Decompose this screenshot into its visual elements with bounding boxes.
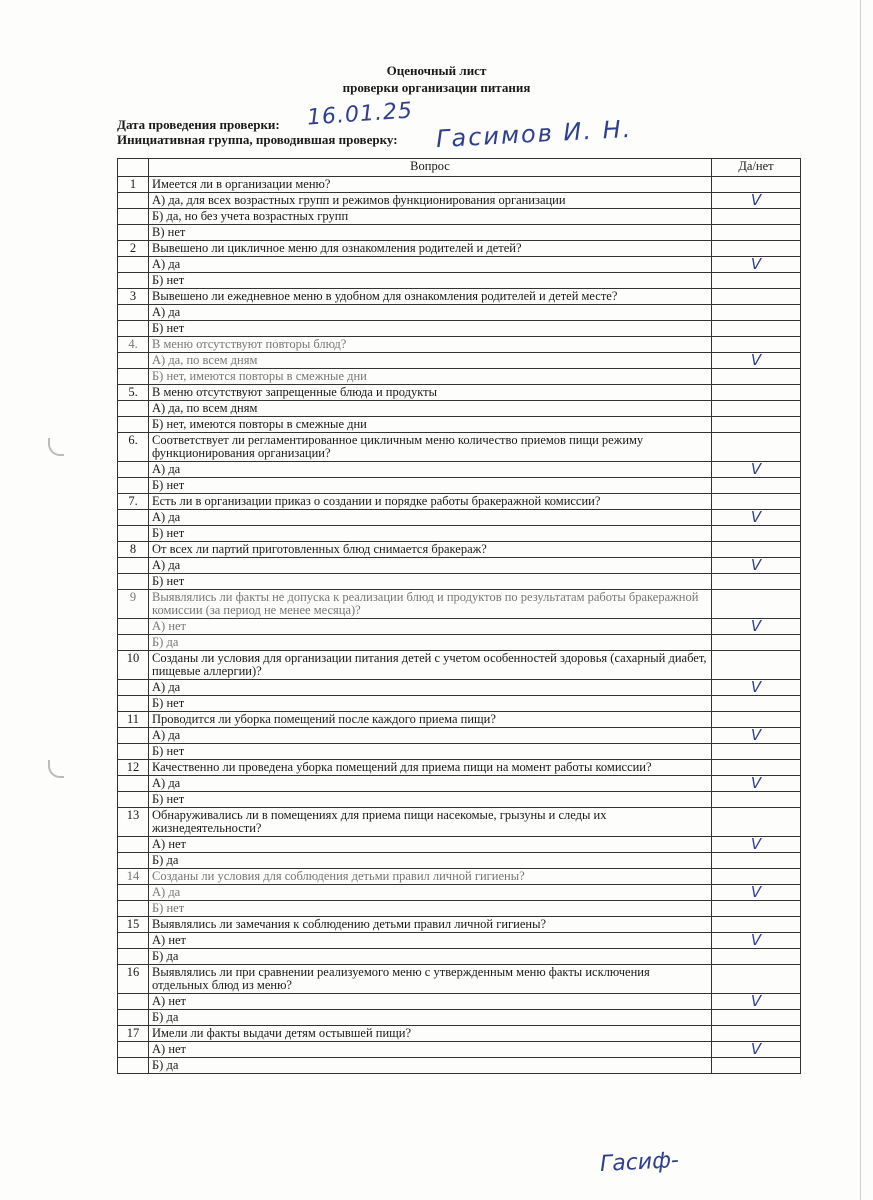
answer-cell — [712, 510, 801, 526]
option-row — [118, 353, 801, 369]
question-answer-cell — [712, 433, 801, 462]
option-number-cell — [118, 257, 149, 273]
option-text: Б) нет, имеются повторы в смежные дни — [149, 369, 712, 385]
question-row — [118, 542, 801, 558]
option-row — [118, 901, 801, 917]
option-text: Б) нет — [149, 696, 712, 712]
answer-cell — [712, 744, 801, 760]
option-row — [118, 417, 801, 433]
option-number-cell — [118, 933, 149, 949]
signature: Гасиф- — [599, 1147, 680, 1178]
question-number: 15 — [118, 917, 149, 933]
question-number: 8 — [118, 542, 149, 558]
check-mark-icon: V — [750, 617, 762, 635]
question-row — [118, 651, 801, 680]
option-row — [118, 949, 801, 965]
option-row — [118, 1042, 801, 1058]
question-row — [118, 433, 801, 462]
option-text: Б) да — [149, 1058, 712, 1074]
question-text: Обнаруживались ли в помещениях для приема пищи насекомые, грызуны и следы их жизнедеятельности? — [149, 808, 712, 837]
check-mark-icon: V — [750, 678, 762, 696]
option-row — [118, 273, 801, 289]
check-mark-icon: V — [750, 931, 762, 949]
question-text: Качественно ли проведена уборка помещений для приема пищи на момент работы комиссии? — [149, 760, 712, 776]
answer-cell — [712, 558, 801, 574]
question-text: В меню отсутствуют повторы блюд? — [149, 337, 712, 353]
option-text: Б) нет — [149, 321, 712, 337]
answer-cell — [712, 837, 801, 853]
check-mark-icon: V — [750, 774, 762, 792]
option-row — [118, 776, 801, 792]
question-answer-cell — [712, 590, 801, 619]
check-mark-icon: V — [750, 883, 762, 901]
question-row — [118, 289, 801, 305]
option-text: Б) нет — [149, 273, 712, 289]
option-number-cell — [118, 1010, 149, 1026]
option-number-cell — [118, 321, 149, 337]
answer-cell — [712, 574, 801, 590]
answer-cell — [712, 478, 801, 494]
title-line-2: проверки организации питания — [342, 80, 531, 95]
option-text: А) да, по всем дням — [149, 353, 712, 369]
answer-cell — [712, 369, 801, 385]
question-row — [118, 494, 801, 510]
option-number-cell — [118, 526, 149, 542]
question-text: От всех ли партий приготовленных блюд снимается бракераж? — [149, 542, 712, 558]
option-row — [118, 558, 801, 574]
answer-cell — [712, 193, 801, 209]
check-mark-icon: V — [750, 726, 762, 744]
answer-cell — [712, 353, 801, 369]
answer-cell — [712, 933, 801, 949]
option-number-cell — [118, 885, 149, 901]
answer-cell — [712, 305, 801, 321]
option-number-cell — [118, 510, 149, 526]
evaluation-table — [117, 158, 801, 1074]
check-mark-icon: V — [750, 508, 762, 526]
punch-hole-mark — [48, 438, 64, 456]
check-mark-icon: V — [750, 1040, 762, 1058]
question-row — [118, 241, 801, 257]
answer-cell — [712, 853, 801, 869]
answer-cell — [712, 728, 801, 744]
option-row — [118, 728, 801, 744]
option-number-cell — [118, 949, 149, 965]
option-row — [118, 369, 801, 385]
question-text: Имеется ли в организации меню? — [149, 177, 712, 193]
option-text: Б) нет — [149, 744, 712, 760]
option-row — [118, 885, 801, 901]
option-text: Б) нет — [149, 478, 712, 494]
option-text: Б) нет — [149, 526, 712, 542]
option-text: Б) нет — [149, 792, 712, 808]
option-number-cell — [118, 728, 149, 744]
option-number-cell — [118, 635, 149, 651]
question-answer-cell — [712, 289, 801, 305]
question-answer-cell — [712, 808, 801, 837]
answer-cell — [712, 994, 801, 1010]
answer-cell — [712, 680, 801, 696]
option-row — [118, 462, 801, 478]
question-number: 14 — [118, 869, 149, 885]
option-text: Б) нет — [149, 574, 712, 590]
check-mark-icon: V — [750, 835, 762, 853]
answer-cell — [712, 462, 801, 478]
option-row — [118, 193, 801, 209]
option-number-cell — [118, 558, 149, 574]
header-question-cell: Вопрос — [149, 159, 712, 177]
option-row — [118, 510, 801, 526]
question-text: Имели ли факты выдачи детям остывшей пищи? — [149, 1026, 712, 1042]
check-mark-icon: V — [750, 191, 762, 209]
option-number-cell — [118, 744, 149, 760]
question-row — [118, 917, 801, 933]
question-text: Проводится ли уборка помещений после каждого приема пищи? — [149, 712, 712, 728]
answer-cell — [712, 776, 801, 792]
answer-cell — [712, 273, 801, 289]
question-row — [118, 869, 801, 885]
question-text: Выявлялись ли факты не допуска к реализации блюд и продуктов по результатам работы бракеражной комиссии (за период не менее месяца)? — [149, 590, 712, 619]
answer-cell — [712, 949, 801, 965]
option-row — [118, 1010, 801, 1026]
option-number-cell — [118, 901, 149, 917]
answer-cell — [712, 901, 801, 917]
option-row — [118, 680, 801, 696]
date-handwritten-value: 16.01.25 — [306, 98, 414, 131]
option-number-cell — [118, 994, 149, 1010]
question-text: Соответствует ли регламентированное цикличным меню количество приемов пищи режиму функционирования организации? — [149, 433, 712, 462]
question-row — [118, 965, 801, 994]
option-text: А) нет — [149, 619, 712, 635]
question-answer-cell — [712, 651, 801, 680]
header-answer-cell: Да/нет — [712, 159, 801, 177]
option-row — [118, 209, 801, 225]
question-text: Вывешено ли ежедневное меню в удобном для ознакомления родителей и детей месте? — [149, 289, 712, 305]
option-text: А) да — [149, 257, 712, 273]
answer-cell — [712, 257, 801, 273]
option-number-cell — [118, 792, 149, 808]
question-number: 2 — [118, 241, 149, 257]
option-row — [118, 837, 801, 853]
option-row — [118, 574, 801, 590]
option-text: А) да, по всем дням — [149, 401, 712, 417]
question-row — [118, 590, 801, 619]
option-number-cell — [118, 619, 149, 635]
question-number: 7. — [118, 494, 149, 510]
question-text: В меню отсутствуют запрещенные блюда и продукты — [149, 385, 712, 401]
option-row — [118, 619, 801, 635]
question-row — [118, 1026, 801, 1042]
option-text: А) да — [149, 510, 712, 526]
question-row — [118, 808, 801, 837]
question-number: 10 — [118, 651, 149, 680]
option-row — [118, 1058, 801, 1074]
option-row — [118, 933, 801, 949]
option-text: А) нет — [149, 1042, 712, 1058]
answer-cell — [712, 792, 801, 808]
option-text: А) нет — [149, 933, 712, 949]
option-text: А) да — [149, 776, 712, 792]
option-number-cell — [118, 853, 149, 869]
question-row — [118, 385, 801, 401]
answer-cell — [712, 526, 801, 542]
question-text: Выявлялись ли замечания к соблюдению детьми правил личной гигиены? — [149, 917, 712, 933]
question-number: 4. — [118, 337, 149, 353]
option-text: А) да — [149, 885, 712, 901]
question-number: 6. — [118, 433, 149, 462]
date-label: Дата проведения проверки: — [117, 117, 280, 132]
option-row — [118, 853, 801, 869]
answer-cell — [712, 1042, 801, 1058]
page-edge — [860, 0, 861, 1200]
option-number-cell — [118, 462, 149, 478]
option-row — [118, 305, 801, 321]
question-number: 16 — [118, 965, 149, 994]
option-number-cell — [118, 696, 149, 712]
option-row — [118, 401, 801, 417]
option-row — [118, 478, 801, 494]
option-number-cell — [118, 776, 149, 792]
question-text: Есть ли в организации приказ о создании и порядке работы бракеражной комиссии? — [149, 494, 712, 510]
answer-cell — [712, 401, 801, 417]
check-mark-icon: V — [750, 556, 762, 574]
option-row — [118, 635, 801, 651]
option-text: А) нет — [149, 994, 712, 1010]
option-number-cell — [118, 680, 149, 696]
option-text: А) да — [149, 558, 712, 574]
option-number-cell — [118, 353, 149, 369]
check-mark-icon: V — [750, 460, 762, 478]
option-number-cell — [118, 193, 149, 209]
option-text: А) да — [149, 728, 712, 744]
question-number: 5. — [118, 385, 149, 401]
option-number-cell — [118, 478, 149, 494]
option-text: А) да — [149, 305, 712, 321]
option-number-cell — [118, 1058, 149, 1074]
question-row — [118, 177, 801, 193]
option-text: А) да, для всех возрастных групп и режимов функционирования организации — [149, 193, 712, 209]
answer-cell — [712, 635, 801, 651]
option-text: А) да — [149, 680, 712, 696]
option-row — [118, 792, 801, 808]
option-text: Б) да — [149, 949, 712, 965]
option-number-cell — [118, 574, 149, 590]
question-number: 13 — [118, 808, 149, 837]
check-mark-icon: V — [750, 992, 762, 1010]
option-number-cell — [118, 225, 149, 241]
answer-cell — [712, 209, 801, 225]
question-number: 3 — [118, 289, 149, 305]
question-number: 17 — [118, 1026, 149, 1042]
option-text: А) да — [149, 462, 712, 478]
option-text: Б) да — [149, 635, 712, 651]
question-number: 9 — [118, 590, 149, 619]
answer-cell — [712, 885, 801, 901]
header-number-cell — [118, 159, 149, 177]
option-number-cell — [118, 401, 149, 417]
question-row — [118, 712, 801, 728]
question-row — [118, 760, 801, 776]
option-number-cell — [118, 1042, 149, 1058]
option-row — [118, 225, 801, 241]
document-title — [0, 62, 873, 96]
option-number-cell — [118, 369, 149, 385]
option-text: Б) да, но без учета возрастных групп — [149, 209, 712, 225]
option-text: Б) да — [149, 1010, 712, 1026]
option-number-cell — [118, 305, 149, 321]
option-number-cell — [118, 417, 149, 433]
question-answer-cell — [712, 965, 801, 994]
group-label: Инициативная группа, проводившая проверку: — [117, 132, 398, 147]
option-text: А) нет — [149, 837, 712, 853]
option-row — [118, 744, 801, 760]
punch-hole-mark — [48, 760, 64, 778]
question-answer-cell — [712, 385, 801, 401]
answer-cell — [712, 417, 801, 433]
question-text: Созданы ли условия для соблюдения детьми правил личной гигиены? — [149, 869, 712, 885]
answer-cell — [712, 619, 801, 635]
question-row — [118, 337, 801, 353]
option-row — [118, 994, 801, 1010]
answer-cell — [712, 321, 801, 337]
option-row — [118, 526, 801, 542]
table-body — [118, 177, 801, 1074]
question-text: Созданы ли условия для организации питания детей с учетом особенностей здоровья (сахарный диабет, пищевые аллергии)? — [149, 651, 712, 680]
question-number: 1 — [118, 177, 149, 193]
check-mark-icon: V — [750, 255, 762, 273]
answer-cell — [712, 1010, 801, 1026]
option-number-cell — [118, 837, 149, 853]
question-text: Выявлялись ли при сравнении реализуемого меню с утвержденным меню факты исключения отдельных блюд из меню? — [149, 965, 712, 994]
option-row — [118, 696, 801, 712]
option-row — [118, 321, 801, 337]
option-text: Б) нет, имеются повторы в смежные дни — [149, 417, 712, 433]
option-number-cell — [118, 273, 149, 289]
question-text: Вывешено ли цикличное меню для ознакомления родителей и детей? — [149, 241, 712, 257]
option-number-cell — [118, 209, 149, 225]
check-mark-icon: V — [750, 351, 762, 369]
option-text: В) нет — [149, 225, 712, 241]
group-handwritten-value: Гасимов И. Н. — [435, 114, 633, 154]
answer-cell — [712, 696, 801, 712]
title-line-1: Оценочный лист — [386, 63, 487, 78]
answer-cell — [712, 1058, 801, 1074]
answer-cell — [712, 225, 801, 241]
option-row — [118, 257, 801, 273]
option-text: Б) нет — [149, 901, 712, 917]
question-number: 12 — [118, 760, 149, 776]
question-number: 11 — [118, 712, 149, 728]
option-text: Б) да — [149, 853, 712, 869]
